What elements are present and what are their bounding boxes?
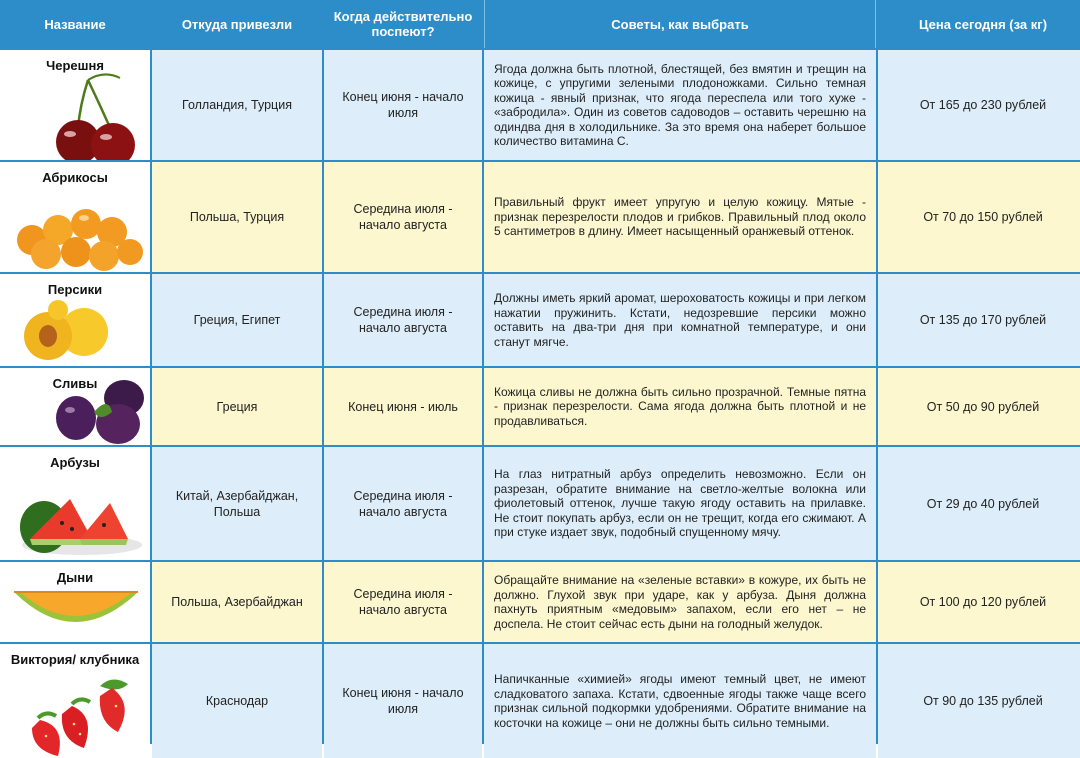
watermelon-icon [0,447,150,560]
ripen-cell: Конец июня - июль [324,368,482,445]
table-row-name [0,50,150,160]
origin-cell: Китай, Азербайджан, Польша [152,447,322,560]
fruit-name: Абрикосы [42,170,108,185]
price-cell: От 90 до 135 рублей [878,644,1080,758]
fruit-name: Черешня [46,58,104,73]
ripen-cell: Середина июля - начало августа [324,447,482,560]
table-row-name [0,368,150,445]
tips-cell [484,50,876,160]
ripen-cell: Середина июля - начало августа [324,162,482,272]
ripen-cell: Конец июня - начало июля [324,644,482,758]
table-row-name [0,162,150,272]
tips-text: На глаз нитратный арбуз определить невозможно. Если он разрезан, обратите внимание на светло-желтые волокна или фиолетовый оттенок, лучше такую ягоду оставить на прилавке. Не стоит покупать арбуз, если он не трещит, когда его сжимают. А при стуке издает звук, подобный спущенному мячу. [494,467,866,540]
tips-text: Напичканные «химией» ягоды имеют темный цвет, не имеют сладковатого запаха. Кстати, сдвоенные ягоды также чаще всего признак сильной подкормки удобрениями. Обратите внимание на косточки на кожице – они не должны быть сильно темными. [494,672,866,730]
ripen-cell: Середина июля - начало августа [324,274,482,366]
price-cell: От 100 до 120 рублей [878,562,1080,642]
price-cell: От 29 до 40 рублей [878,447,1080,560]
tips-cell [484,274,876,366]
price-cell: От 135 до 170 рублей [878,274,1080,366]
fruit-name: Дыни [56,570,94,585]
header-origin: Откуда привезли [152,0,322,48]
price-cell: От 70 до 150 рублей [878,162,1080,272]
strawberry-icon [0,644,150,758]
header-tips: Советы, как выбрать [484,0,876,48]
origin-cell: Греция, Египет [152,274,322,366]
ripen-cell: Конец июня - начало июля [324,50,482,160]
tips-cell [484,368,876,445]
fruit-name: Сливы [52,376,98,391]
plum-icon [0,368,150,445]
origin-cell: Польша, Азербайджан [152,562,322,642]
price-cell: От 50 до 90 рублей [878,368,1080,445]
tips-cell [484,562,876,642]
tips-cell [484,447,876,560]
peach-icon [0,274,150,366]
header-name: Название [0,0,150,48]
table-row-name [0,644,150,758]
apricot-icon [0,162,150,272]
tips-text: Кожица сливы не должна быть сильно прозрачной. Темные пятна - признак перезрелости. Сама ягода должна быть плотной и не продавливаться. [494,384,866,428]
table-row-name [0,274,150,366]
header-ripen: Когда действительно поспеют? [324,0,482,48]
header-price: Цена сегодня (за кг) [878,0,1080,48]
tips-text: Правильный фрукт имеет упругую и целую кожицу. Мятые - признак перезрелости плодов и грибков. Правильный плод около 5 сантиметров в длину. Имеет насыщенный оранжевый оттенок. [494,195,866,239]
fruit-name: Арбузы [50,455,100,470]
table-row-name [0,562,150,642]
melon-icon [0,562,150,642]
origin-cell: Польша, Турция [152,162,322,272]
ripen-cell: Середина июля - начало августа [324,562,482,642]
origin-cell: Краснодар [152,644,322,758]
cherry-icon [0,50,150,160]
tips-cell [484,162,876,272]
tips-text: Ягода должна быть плотной, блестящей, без вмятин и трещин на кожице, с упругими зелеными плодоножками. Сильно темная кожица - явный признак, что ягода переспела или того хуже - «забродила». Один из советов садоводов – оставить черешню на одиндва дня в холодильнике. За это время она наберет большое количество витамина С. [494,61,866,148]
tips-text: Должны иметь яркий аромат, шероховатость кожицы и при легком нажатии пружинить. Кстати, недозревшие персики можно оставить на два-три дня при комнатной температуре, и они станут мягче. [494,291,866,349]
origin-cell: Голландия, Турция [152,50,322,160]
fruit-name: Виктория/ клубника [10,652,140,667]
origin-cell: Греция [152,368,322,445]
tips-cell [484,644,876,758]
table-row-name [0,447,150,560]
price-cell: От 165 до 230 рублей [878,50,1080,160]
fruit-name: Персики [47,282,103,297]
tips-text: Обращайте внимание на «зеленые вставки» в кожуре, их быть не должно. Глухой звук при ударе, как у арбуза. Дыня должна пахнуть приятным «медовым» запахом, если его нет – не доспела. Не стоит сейчас есть дыни на голодный желудок. [494,573,866,631]
